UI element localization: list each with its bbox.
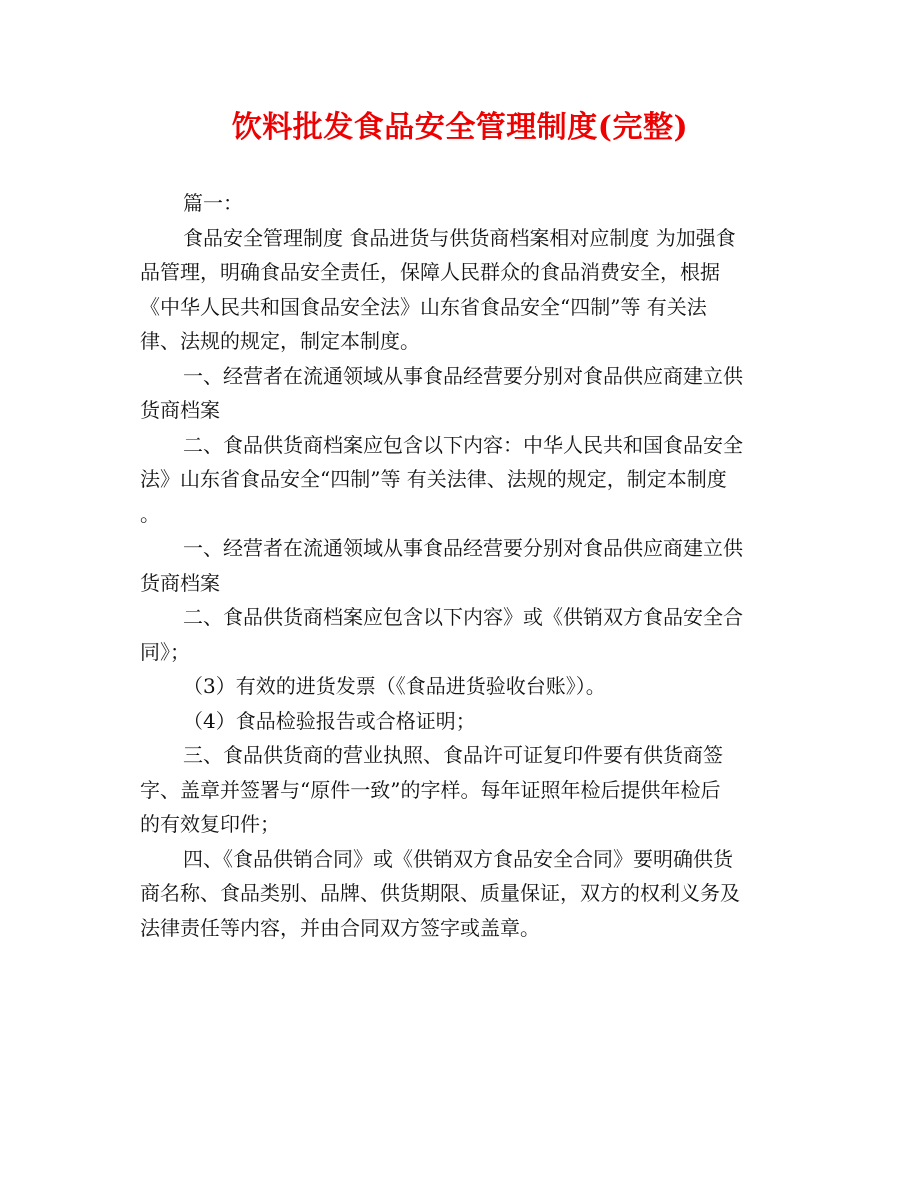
document-body xyxy=(140,186,790,945)
body-line: 。 xyxy=(140,501,160,526)
body-line: 四、《食品供销合同》或《供销双方食品安全合同》要明确供货 xyxy=(183,846,733,871)
body-line: 货商档案 xyxy=(140,570,220,595)
body-line: 字、盖章并签署与“原件一致”的字样。每年证照年检后提供年检后 xyxy=(140,777,721,802)
body-line: 法律责任等内容，并由合同双方签字或盖章。 xyxy=(140,915,540,940)
body-line: 二、食品供货商档案应包含以下内容：中华人民共和国食品安全 xyxy=(183,432,743,457)
body-line: 三、食品供货商的营业执照、食品许可证复印件要有供货商签 xyxy=(183,743,723,767)
body-line: 《中华人民共和国食品安全法》山东省食品安全“四制”等 有关法 xyxy=(140,294,707,319)
body-line: 品管理，明确食品安全责任，保障人民群众的食品消费安全，根据 xyxy=(140,260,720,284)
body-line: 一、经营者在流通领域从事食品经营要分别对食品供应商建立供 xyxy=(183,363,743,388)
body-line: 食品安全管理制度 食品进货与供货商档案相对应制度 为加强食 xyxy=(183,225,736,250)
body-line: 商名称、食品类别、品牌、供货期限、质量保证，双方的权利义务及 xyxy=(140,881,740,905)
body-line: 同》； xyxy=(140,639,190,664)
body-line: 律、法规的规定，制定本制度。 xyxy=(140,329,420,353)
body-line: 二、食品供货商档案应包含以下内容》或《供销双方食品安全合 xyxy=(183,605,743,629)
body-line: 货商档案 xyxy=(140,398,220,422)
document-title: 饮料批发食品安全管理制度(完整) xyxy=(231,110,689,145)
body-line: （3）有效的进货发票（《食品进货验收台账》）。 xyxy=(183,674,606,698)
body-line: 法》山东省食品安全“四制”等 有关法律、法规的规定，制定本制度 xyxy=(140,467,727,491)
body-line: 一、经营者在流通领域从事食品经营要分别对食品供应商建立供 xyxy=(183,536,743,560)
body-line: （4）食品检验报告或合格证明； xyxy=(183,708,476,733)
body-line: 篇一： xyxy=(183,191,243,215)
body-line: 的有效复印件； xyxy=(140,812,280,836)
